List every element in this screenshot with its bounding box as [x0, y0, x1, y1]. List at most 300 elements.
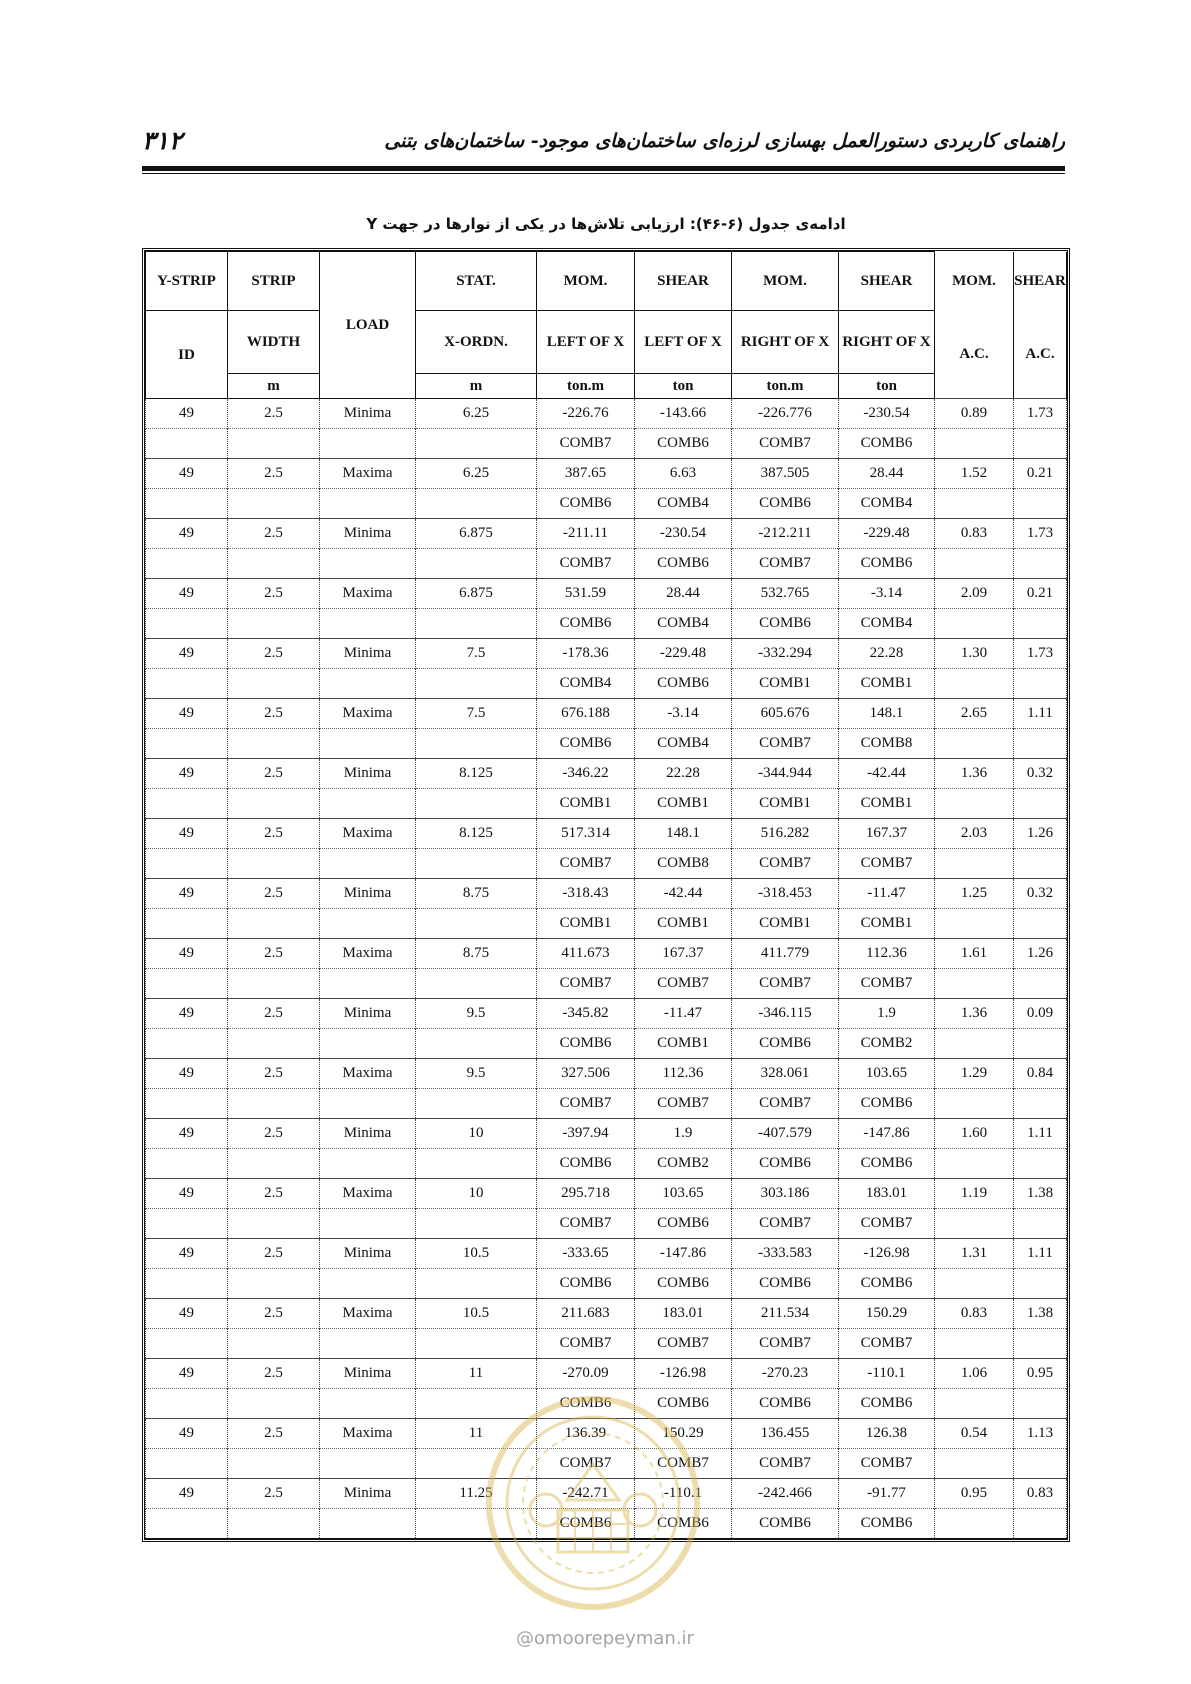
- cell-width: 2.5: [228, 819, 320, 849]
- cell-empty: [228, 1149, 320, 1179]
- cell-comb-mom-l: COMB6: [537, 1509, 635, 1539]
- table-row-combination: [146, 729, 1067, 759]
- unit-x-ordn: m: [416, 374, 537, 399]
- cell-shear-l: -110.1: [635, 1479, 732, 1509]
- cell-shear-ac: 1.73: [1014, 399, 1067, 429]
- cell-width: 2.5: [228, 639, 320, 669]
- table-row-combination: [146, 1269, 1067, 1299]
- running-head: [142, 126, 1065, 156]
- cell-mom-r: 387.505: [732, 459, 839, 489]
- table-row: [146, 1059, 1067, 1089]
- cell-comb-mom-r: COMB7: [732, 1329, 839, 1359]
- cell-width: 2.5: [228, 579, 320, 609]
- cell-load: Minima: [320, 1119, 416, 1149]
- cell-mom-r: 328.061: [732, 1059, 839, 1089]
- cell-shear-ac: 0.84: [1014, 1059, 1067, 1089]
- cell-comb-mom-r: COMB7: [732, 1209, 839, 1239]
- table-row-combination: [146, 789, 1067, 819]
- cell-shear-l: 1.9: [635, 1119, 732, 1149]
- cell-empty: [146, 789, 228, 819]
- cell-empty: [935, 909, 1014, 939]
- cell-comb-mom-r: COMB1: [732, 669, 839, 699]
- cell-width: 2.5: [228, 459, 320, 489]
- cell-load: Maxima: [320, 939, 416, 969]
- cell-shear-r: -91.77: [839, 1479, 935, 1509]
- cell-shear-ac: 0.32: [1014, 879, 1067, 909]
- cell-comb-shear-l: COMB6: [635, 1269, 732, 1299]
- unit-shear-right: ton: [839, 374, 935, 399]
- cell-comb-mom-r: COMB6: [732, 1029, 839, 1059]
- table-row: [146, 639, 1067, 669]
- cell-load: Minima: [320, 1239, 416, 1269]
- cell-width: 2.5: [228, 1239, 320, 1269]
- table-row-combination: [146, 969, 1067, 999]
- cell-load: Maxima: [320, 1059, 416, 1089]
- table-row: [146, 879, 1067, 909]
- cell-mom-r: -242.466: [732, 1479, 839, 1509]
- cell-mom-r: 136.455: [732, 1419, 839, 1449]
- table-row: [146, 1359, 1067, 1389]
- cell-mom-l: -333.65: [537, 1239, 635, 1269]
- cell-comb-mom-r: COMB6: [732, 1389, 839, 1419]
- cell-mom-l: 411.673: [537, 939, 635, 969]
- cell-id: 49: [146, 1479, 228, 1509]
- cell-empty: [228, 849, 320, 879]
- cell-empty: [320, 669, 416, 699]
- cell-mom-ac: 2.09: [935, 579, 1014, 609]
- cell-x: 10.5: [416, 1299, 537, 1329]
- cell-id: 49: [146, 1419, 228, 1449]
- cell-load: Maxima: [320, 1299, 416, 1329]
- cell-width: 2.5: [228, 999, 320, 1029]
- table-row-combination: [146, 849, 1067, 879]
- table-row: [146, 519, 1067, 549]
- cell-comb-mom-r: COMB7: [732, 1449, 839, 1479]
- cell-empty: [320, 1329, 416, 1359]
- cell-comb-mom-l: COMB6: [537, 729, 635, 759]
- cell-x: 6.25: [416, 459, 537, 489]
- cell-empty: [146, 1029, 228, 1059]
- cell-x: 8.125: [416, 759, 537, 789]
- cell-mom-r: -344.944: [732, 759, 839, 789]
- header-mom-left: MOM.: [537, 252, 635, 311]
- cell-empty: [320, 909, 416, 939]
- cell-mom-r: 532.765: [732, 579, 839, 609]
- cell-empty: [1014, 1269, 1067, 1299]
- cell-x: 8.75: [416, 939, 537, 969]
- cell-id: 49: [146, 639, 228, 669]
- cell-mom-r: -332.294: [732, 639, 839, 669]
- cell-load: Maxima: [320, 459, 416, 489]
- header-width: WIDTH: [228, 311, 320, 374]
- cell-empty: [320, 429, 416, 459]
- cell-empty: [146, 1449, 228, 1479]
- cell-empty: [1014, 489, 1067, 519]
- cell-empty: [416, 549, 537, 579]
- cell-empty: [146, 669, 228, 699]
- cell-comb-mom-r: COMB6: [732, 609, 839, 639]
- cell-load: Minima: [320, 999, 416, 1029]
- header-left-of-x-mom: LEFT OF X: [537, 311, 635, 374]
- cell-empty: [320, 1269, 416, 1299]
- cell-comb-mom-l: COMB6: [537, 609, 635, 639]
- cell-mom-l: 387.65: [537, 459, 635, 489]
- cell-shear-ac: 0.21: [1014, 459, 1067, 489]
- cell-mom-r: -270.23: [732, 1359, 839, 1389]
- table-row-combination: [146, 669, 1067, 699]
- cell-mom-l: -178.36: [537, 639, 635, 669]
- cell-mom-l: 517.314: [537, 819, 635, 849]
- cell-comb-mom-r: COMB1: [732, 909, 839, 939]
- cell-empty: [228, 1029, 320, 1059]
- cell-empty: [228, 729, 320, 759]
- cell-shear-l: -3.14: [635, 699, 732, 729]
- cell-load: Maxima: [320, 1179, 416, 1209]
- cell-mom-r: -318.453: [732, 879, 839, 909]
- cell-mom-r: -226.776: [732, 399, 839, 429]
- cell-empty: [1014, 429, 1067, 459]
- cell-mom-l: 676.188: [537, 699, 635, 729]
- cell-empty: [320, 1029, 416, 1059]
- cell-shear-ac: 0.83: [1014, 1479, 1067, 1509]
- cell-empty: [1014, 729, 1067, 759]
- cell-load: Minima: [320, 1479, 416, 1509]
- table-header: [146, 252, 1067, 399]
- cell-empty: [228, 489, 320, 519]
- cell-mom-ac: 1.36: [935, 999, 1014, 1029]
- cell-mom-l: 211.683: [537, 1299, 635, 1329]
- cell-empty: [228, 1449, 320, 1479]
- cell-empty: [146, 849, 228, 879]
- cell-comb-mom-l: COMB7: [537, 1209, 635, 1239]
- cell-empty: [1014, 1449, 1067, 1479]
- cell-comb-mom-l: COMB6: [537, 1029, 635, 1059]
- header-shear-left: SHEAR: [635, 252, 732, 311]
- cell-comb-shear-l: COMB2: [635, 1149, 732, 1179]
- table-row: [146, 579, 1067, 609]
- header-shear-ac-sub: A.C.: [1014, 311, 1067, 399]
- cell-load: Maxima: [320, 579, 416, 609]
- cell-comb-shear-l: COMB6: [635, 429, 732, 459]
- cell-comb-mom-l: COMB1: [537, 789, 635, 819]
- cell-x: 11: [416, 1419, 537, 1449]
- cell-empty: [146, 909, 228, 939]
- cell-shear-l: -143.66: [635, 399, 732, 429]
- unit-mom-right: ton.m: [732, 374, 839, 399]
- cell-mom-ac: 0.95: [935, 1479, 1014, 1509]
- cell-shear-r: -42.44: [839, 759, 935, 789]
- cell-empty: [1014, 1389, 1067, 1419]
- cell-shear-ac: 0.32: [1014, 759, 1067, 789]
- cell-width: 2.5: [228, 1179, 320, 1209]
- cell-x: 10.5: [416, 1239, 537, 1269]
- cell-x: 8.125: [416, 819, 537, 849]
- cell-empty: [320, 1389, 416, 1419]
- cell-comb-shear-l: COMB1: [635, 909, 732, 939]
- cell-shear-r: -229.48: [839, 519, 935, 549]
- table-row: [146, 1179, 1067, 1209]
- cell-mom-r: 211.534: [732, 1299, 839, 1329]
- table-row-combination: [146, 909, 1067, 939]
- header-load: LOAD: [320, 252, 416, 399]
- cell-empty: [416, 1089, 537, 1119]
- cell-shear-r: 183.01: [839, 1179, 935, 1209]
- cell-empty: [1014, 789, 1067, 819]
- cell-comb-shear-r: COMB7: [839, 849, 935, 879]
- cell-comb-mom-r: COMB7: [732, 969, 839, 999]
- cell-comb-mom-r: COMB6: [732, 1149, 839, 1179]
- table-row: [146, 459, 1067, 489]
- cell-empty: [228, 609, 320, 639]
- cell-empty: [416, 1149, 537, 1179]
- cell-comb-shear-r: COMB6: [839, 1149, 935, 1179]
- cell-mom-r: -212.211: [732, 519, 839, 549]
- cell-comb-mom-l: COMB7: [537, 1449, 635, 1479]
- header-stat: STAT.: [416, 252, 537, 311]
- cell-shear-l: -147.86: [635, 1239, 732, 1269]
- header-shear-right: SHEAR: [839, 252, 935, 311]
- cell-comb-shear-l: COMB4: [635, 489, 732, 519]
- cell-x: 11: [416, 1359, 537, 1389]
- cell-empty: [228, 1209, 320, 1239]
- cell-empty: [935, 1149, 1014, 1179]
- cell-mom-l: -270.09: [537, 1359, 635, 1389]
- cell-mom-r: 516.282: [732, 819, 839, 849]
- table-row-combination: [146, 1029, 1067, 1059]
- cell-shear-ac: 1.11: [1014, 1119, 1067, 1149]
- cell-empty: [416, 969, 537, 999]
- cell-mom-ac: 1.52: [935, 459, 1014, 489]
- cell-load: Maxima: [320, 699, 416, 729]
- cell-mom-l: -211.11: [537, 519, 635, 549]
- cell-load: Minima: [320, 399, 416, 429]
- cell-id: 49: [146, 1239, 228, 1269]
- cell-id: 49: [146, 699, 228, 729]
- cell-empty: [320, 489, 416, 519]
- cell-shear-r: 28.44: [839, 459, 935, 489]
- cell-mom-l: 327.506: [537, 1059, 635, 1089]
- cell-comb-shear-l: COMB4: [635, 609, 732, 639]
- cell-empty: [320, 1089, 416, 1119]
- cell-empty: [935, 849, 1014, 879]
- cell-empty: [935, 1089, 1014, 1119]
- cell-mom-l: 136.39: [537, 1419, 635, 1449]
- cell-empty: [320, 1209, 416, 1239]
- table-row: [146, 1239, 1067, 1269]
- cell-width: 2.5: [228, 759, 320, 789]
- cell-comb-mom-l: COMB6: [537, 1269, 635, 1299]
- cell-id: 49: [146, 579, 228, 609]
- header-rule-thick: [142, 166, 1065, 171]
- table-row: [146, 999, 1067, 1029]
- cell-x: 9.5: [416, 999, 537, 1029]
- cell-comb-mom-r: COMB6: [732, 1269, 839, 1299]
- cell-x: 10: [416, 1179, 537, 1209]
- cell-id: 49: [146, 1059, 228, 1089]
- cell-comb-mom-r: COMB6: [732, 489, 839, 519]
- cell-empty: [320, 969, 416, 999]
- cell-empty: [1014, 909, 1067, 939]
- cell-width: 2.5: [228, 1359, 320, 1389]
- cell-comb-mom-l: COMB4: [537, 669, 635, 699]
- cell-shear-r: -230.54: [839, 399, 935, 429]
- cell-empty: [416, 609, 537, 639]
- cell-empty: [228, 1389, 320, 1419]
- cell-mom-ac: 0.54: [935, 1419, 1014, 1449]
- cell-shear-l: 28.44: [635, 579, 732, 609]
- cell-comb-shear-r: COMB6: [839, 549, 935, 579]
- cell-empty: [1014, 549, 1067, 579]
- cell-id: 49: [146, 1119, 228, 1149]
- cell-shear-ac: 1.26: [1014, 939, 1067, 969]
- cell-comb-shear-r: COMB8: [839, 729, 935, 759]
- cell-comb-mom-r: COMB7: [732, 549, 839, 579]
- cell-empty: [228, 1089, 320, 1119]
- cell-id: 49: [146, 1359, 228, 1389]
- cell-shear-l: 103.65: [635, 1179, 732, 1209]
- cell-width: 2.5: [228, 1299, 320, 1329]
- cell-empty: [228, 789, 320, 819]
- cell-empty: [935, 1389, 1014, 1419]
- cell-empty: [416, 429, 537, 459]
- cell-comb-shear-r: COMB2: [839, 1029, 935, 1059]
- cell-mom-r: -333.583: [732, 1239, 839, 1269]
- cell-load: Maxima: [320, 1419, 416, 1449]
- book-title: راهنمای کاربردی دستورالعمل بهسازی لرزه‌ای ساختمان‌های موجود- ساختمان‌های بتنی: [384, 130, 1065, 152]
- cell-shear-ac: 1.73: [1014, 639, 1067, 669]
- cell-width: 2.5: [228, 1059, 320, 1089]
- table-row-combination: [146, 1149, 1067, 1179]
- table-row: [146, 1119, 1067, 1149]
- cell-shear-l: 150.29: [635, 1419, 732, 1449]
- cell-comb-mom-l: COMB6: [537, 1389, 635, 1419]
- cell-empty: [146, 1269, 228, 1299]
- cell-load: Minima: [320, 759, 416, 789]
- cell-shear-l: -11.47: [635, 999, 732, 1029]
- cell-empty: [146, 1389, 228, 1419]
- table-body: [146, 399, 1067, 1539]
- cell-comb-shear-r: COMB6: [839, 1089, 935, 1119]
- header-mom-ac: MOM.: [935, 252, 1014, 311]
- cell-shear-ac: 1.73: [1014, 519, 1067, 549]
- table-row-combination: [146, 1209, 1067, 1239]
- cell-empty: [935, 489, 1014, 519]
- cell-mom-ac: 1.31: [935, 1239, 1014, 1269]
- cell-empty: [1014, 609, 1067, 639]
- cell-comb-shear-l: COMB8: [635, 849, 732, 879]
- header-mom-ac-sub: A.C.: [935, 311, 1014, 399]
- watermark-site-text: [490, 1628, 720, 1649]
- cell-comb-mom-l: COMB7: [537, 549, 635, 579]
- cell-empty: [935, 609, 1014, 639]
- cell-empty: [935, 1029, 1014, 1059]
- cell-empty: [320, 549, 416, 579]
- cell-shear-r: 103.65: [839, 1059, 935, 1089]
- cell-mom-r: 605.676: [732, 699, 839, 729]
- table-row: [146, 819, 1067, 849]
- cell-comb-mom-r: COMB7: [732, 1089, 839, 1119]
- cell-shear-r: 148.1: [839, 699, 935, 729]
- cell-comb-mom-l: COMB7: [537, 1089, 635, 1119]
- cell-empty: [146, 1089, 228, 1119]
- header-strip: STRIP: [228, 252, 320, 311]
- table-row-combination: [146, 609, 1067, 639]
- cell-id: 49: [146, 519, 228, 549]
- cell-shear-r: -147.86: [839, 1119, 935, 1149]
- cell-comb-mom-l: COMB7: [537, 969, 635, 999]
- cell-empty: [935, 789, 1014, 819]
- cell-comb-shear-l: COMB4: [635, 729, 732, 759]
- cell-load: Minima: [320, 879, 416, 909]
- cell-comb-mom-l: COMB1: [537, 909, 635, 939]
- cell-empty: [1014, 1149, 1067, 1179]
- cell-comb-shear-r: COMB1: [839, 909, 935, 939]
- cell-empty: [1014, 1329, 1067, 1359]
- cell-empty: [416, 789, 537, 819]
- cell-empty: [228, 1329, 320, 1359]
- cell-comb-mom-l: COMB7: [537, 849, 635, 879]
- cell-empty: [416, 729, 537, 759]
- cell-width: 2.5: [228, 699, 320, 729]
- cell-empty: [416, 1029, 537, 1059]
- cell-empty: [146, 609, 228, 639]
- cell-empty: [146, 729, 228, 759]
- cell-id: 49: [146, 1299, 228, 1329]
- cell-load: Maxima: [320, 819, 416, 849]
- cell-comb-mom-l: COMB7: [537, 429, 635, 459]
- cell-shear-l: 183.01: [635, 1299, 732, 1329]
- cell-mom-ac: 1.06: [935, 1359, 1014, 1389]
- cell-width: 2.5: [228, 939, 320, 969]
- cell-mom-ac: 1.61: [935, 939, 1014, 969]
- cell-x: 10: [416, 1119, 537, 1149]
- cell-empty: [416, 489, 537, 519]
- cell-empty: [146, 1329, 228, 1359]
- cell-mom-r: -407.579: [732, 1119, 839, 1149]
- page-number: ۳۱۲: [142, 126, 183, 155]
- cell-shear-ac: 1.38: [1014, 1179, 1067, 1209]
- cell-shear-l: -42.44: [635, 879, 732, 909]
- cell-shear-r: 167.37: [839, 819, 935, 849]
- cell-empty: [146, 429, 228, 459]
- cell-x: 9.5: [416, 1059, 537, 1089]
- cell-empty: [228, 969, 320, 999]
- table-row-combination: [146, 489, 1067, 519]
- cell-width: 2.5: [228, 519, 320, 549]
- unit-mom-left: ton.m: [537, 374, 635, 399]
- cell-x: 6.875: [416, 519, 537, 549]
- cell-shear-ac: 1.11: [1014, 699, 1067, 729]
- cell-empty: [935, 429, 1014, 459]
- cell-mom-ac: 2.03: [935, 819, 1014, 849]
- header-right-of-x-mom: RIGHT OF X: [732, 311, 839, 374]
- cell-empty: [146, 489, 228, 519]
- cell-empty: [935, 969, 1014, 999]
- cell-comb-mom-r: COMB7: [732, 429, 839, 459]
- cell-x: 7.5: [416, 699, 537, 729]
- header-shear-ac: SHEAR: [1014, 252, 1067, 311]
- cell-empty: [416, 1329, 537, 1359]
- cell-comb-shear-r: COMB1: [839, 789, 935, 819]
- cell-empty: [228, 1269, 320, 1299]
- cell-shear-l: -126.98: [635, 1359, 732, 1389]
- unit-shear-left: ton: [635, 374, 732, 399]
- table-row: [146, 399, 1067, 429]
- cell-mom-ac: 1.36: [935, 759, 1014, 789]
- cell-x: 6.875: [416, 579, 537, 609]
- cell-shear-r: 126.38: [839, 1419, 935, 1449]
- cell-empty: [935, 1509, 1014, 1539]
